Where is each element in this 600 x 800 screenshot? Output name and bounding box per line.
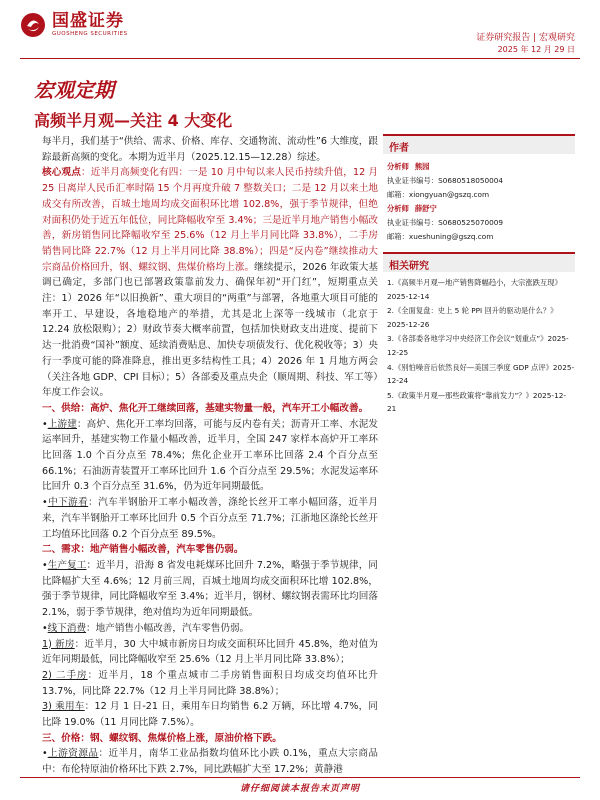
section-3-title: 三、价格：钢、螺纹钢、焦煤价格上涨，原油价格下跌。 [42,732,282,744]
author-2-line [387,202,575,216]
report-body [42,134,378,778]
core-text: ：近半月高频变化有四：一是 10 月中旬以来人民币持续升值，12 月 25 日离岸人民币汇率时隔 15 个月再度升破 7 整数关口；二是 12 月以来土地成交有所改善，百城土地周均成交面积环比增 102.8%，强于季节规律，但绝对面积仍处于近五年低位，同比降幅收窄至 3.4%；三是近半月地产销售小幅改善，新房销售同比降幅收窄至 25.6%（12 月上半月同比降 33.8%），二手房销售同比降 22.7%（12 月上半月同比降 38.8%）；四是“反内卷”继续推动大宗商品价格回升，钢、螺纹钢、焦煤价格均上涨。 [42,167,378,273]
author-email[interactable]: xueshuning@gszq.com [408,232,494,241]
text-midstream: ：汽车半钢胎开工率小幅改善，涤纶长丝开工率小幅回落，近半月来，汽车半钢胎开工率环比回升 0.5 个百分点至 71.7%；江浙地区涤纶长丝开工均值环比回落 0.2 个百分点至 89.5%。 [42,497,379,540]
core-label: 核心观点 [42,167,81,179]
label-resources: 上游资源品 [47,748,99,760]
author-email[interactable]: xiongyuan@gszq.com [408,190,490,199]
label-new-home: 1) 新房 [42,638,75,650]
label-upstream: 上游建 [47,418,77,430]
author-role: 分析师 [387,204,409,213]
section-2-title: 二、需求：地产销售小幅改善，汽车零售仍弱。 [42,544,244,556]
report-header [0,0,600,62]
company-name: 国盛证券 [52,11,124,31]
company-logo-icon [20,12,46,38]
text-upstream: ：高炉、焦化开工率均回落，可能与反内卷有关；沥青开工率、水泥发运率回升，基建实物工作量小幅改善，近半月，全国 247 家样本高炉开工率环比回落 1.0 个百分点至 78.4%；焦化企业开工率环比回落 2.4 个百分点至 66.1%；石油沥青装置开工率环比回升 1.6 个百分点至 29.5%；水泥发运率环比回升 0.3 个百分点至 31.6%，仍为近年同期最低。 [42,418,379,493]
text-offline: ：地产销售小幅改善，汽车零售仍弱。 [86,622,250,634]
footer-divider [20,777,580,778]
label-second-home: 2) 二手房 [42,669,88,681]
core-text-2: 继续提示，2026 年政策大基调已确定，多部门也已部署政策靠前发力、确保年初“开门红”，短期重点关注：1）2026 年“以旧换新”、重大项目的“两重”与部署，各地重大项目可能的率开工、早建设，各地稳地产的举措，尤其是北上深等一线城市（北京于 12.24 放松限购）；2）财政节奏大概率前置，包括加快财政支出进度、提前下达一批消费“国补”额度、延续消费贴息、加快专项债发行、优化税收等；3）央行一季度可能的降准降息，推出更多结构性工具；4）2026 年 1 月地方两会（关注各地 GDP、CPI 目标）；5）各部委及重点央企（顺周期、科技、军工等）年度工作会议。 [42,261,379,399]
author-1-license: 执业证书编号：S0680518050004 [387,176,504,185]
author-name: 熊园 [414,162,430,171]
authors-heading: 作者 [383,134,575,154]
report-date: 2025 年 12 月 29 日 [497,45,575,54]
core-paragraph [42,165,378,401]
related-item[interactable]: 4.《别怕噪音后依然良好—美国三季度 GDP 点评》2025-12-24 [387,362,575,386]
author-name: 薛舒宁 [414,204,437,213]
intro-text: 每半月，我们基于“供给、需求、价格、库存、交通物流、流动性”6 大维度，跟踪最新高频的变化。本期为近半月（2025.12.15—12.28）综述。 [42,136,378,163]
disclaimer-footer: 请仔细阅读本报告末页声明 [239,784,360,794]
label-midstream: 中下游看 [47,497,89,509]
label-car: 3) 乘用车 [42,701,85,713]
author-2-email-line [387,230,575,244]
section-2-para-1: •生产复工：近半月，沿海 8 省发电耗煤环比回升 7.2%，略强于季节规律，同比降幅扩大至 4.6%；12 月前三周，百城土地周均成交面积环比增 102.8%，强于季节规律，同比降幅收窄至 3.4%；近半月，钢材、螺纹钢表需环比均回落 2.1%，弱于季节规律，绝对值均为近年同期最低。 [42,559,379,619]
section-3-para-1: •上游资源品：近半月，南华工业品指数均值环比小跌 0.1%，重点大宗商品中：布伦特原油价格环比下跌 2.7%，同比跌幅扩大至 17.2%；黄静港 [42,748,378,776]
email-label: 邮箱： [387,232,409,241]
report-type: 证券研究报告 | 宏观研究 [476,33,575,43]
section-2-para-2: •线下消费：地产销售小幅改善，汽车零售仍弱。 [42,622,250,634]
author-1-email-line [387,188,575,202]
section-1-title: 一、供给：高炉、焦化开工继续回落，基建实物量一般，汽车开工小幅改善。 [42,402,369,414]
report-series: 宏观定期 [34,78,114,102]
related-item[interactable]: 3.《各部委各地学习中央经济工作会议“划重点”》2025-12-25 [387,334,569,357]
related-item[interactable]: 5.《政策半月观—那些政策将“靠前发力”？》2025-12-21 [387,390,566,414]
text-second-home: ：近半月，18 个重点城市二手房销售面积日均成交均值环比升 13.7%，同比降 22.7%（12 月上半月同比降 38.8%）； [42,669,378,697]
text-car: ：12 月 1 日-21 日，乘用车日均销售 6.2 万辆，环比增 4.7%，同比降 19.0%（11 月同比降 7.5%）。 [42,701,378,729]
author-2-license: 执业证书编号：S0680525070009 [387,218,504,227]
text-new-home: ：近半月，30 大中城市新房日均成交面积环比回升 45.8%，绝对值为近年同期最低，同比降幅收窄至 25.6%（12 月上半月同比降 33.8%）； [42,638,378,666]
section-1-para-2: •中下游看：汽车半钢胎开工率小幅改善，涤纶长丝开工率小幅回落，近半月来，汽车半钢胎开工率环比回升 0.5 个百分点至 71.7%；江浙地区涤纶长丝开工均值环比回落 0.2 个百分点至 89.5%。 [42,497,379,540]
header-divider [20,58,580,59]
sidebar [383,134,575,417]
section-2-para-3 [42,637,378,668]
email-label: 邮箱： [387,190,409,199]
author-1-line [387,160,575,174]
related-item[interactable]: 2.《全面复盘：史上 5 轮 PPI 回升的驱动是什么？》2025-12-26 [387,306,558,329]
company-logo [20,12,128,38]
intro-paragraph [42,134,378,165]
author-role: 分析师 [387,162,409,171]
authors-block [383,160,575,244]
related-heading: 相关研究 [383,252,575,272]
label-offline: 线下消费 [47,622,87,634]
section-2-para-5 [42,699,378,730]
section-1-para-1: •上游建：高炉、焦化开工率均回落，可能与反内卷有关；沥青开工率、水泥发运率回升，基建实物工作量小幅改善，近半月，全国 247 家样本高炉开工率环比回落 1.0 个百分点至 78.4%；焦化企业开工率环比回落 2.4 个百分点至 66.1%；石油沥青装置开工率环比回升 1.6 个百分点至 29.5%；水泥发运率环比回升 0.3 个百分点至 31.6%，仍为近年同期最低。 [42,418,379,493]
report-title: 高频半月观—关注 4 大变化 [34,111,233,130]
label-production: 生产复工 [47,559,87,571]
company-name-en: GUOSHENG SECURITIES [52,31,128,37]
section-2-para-4 [42,668,378,699]
related-list [383,276,575,416]
text-resources: ：近半月，南华工业品指数均值环比小跌 0.1%，重点大宗商品中：布伦特原油价格环比下跌 2.7%，同比跌幅扩大至 17.2%；黄静港 [42,748,378,776]
related-item[interactable]: 1.《高频半月观—地产销售降幅趋小，大宗涨跌互现》2025-12-14 [387,278,562,301]
text-production: ：近半月，沿海 8 省发电耗煤环比回升 7.2%，略强于季节规律，同比降幅扩大至 4.6%；12 月前三周，百城土地周均成交面积环比增 102.8%，强于季节规律，同比降幅收窄至 3.4%；近半月，钢材、螺纹钢表需环比均回落 2.1%，弱于季节规律，绝对值均为近年同期最低。 [42,559,379,619]
